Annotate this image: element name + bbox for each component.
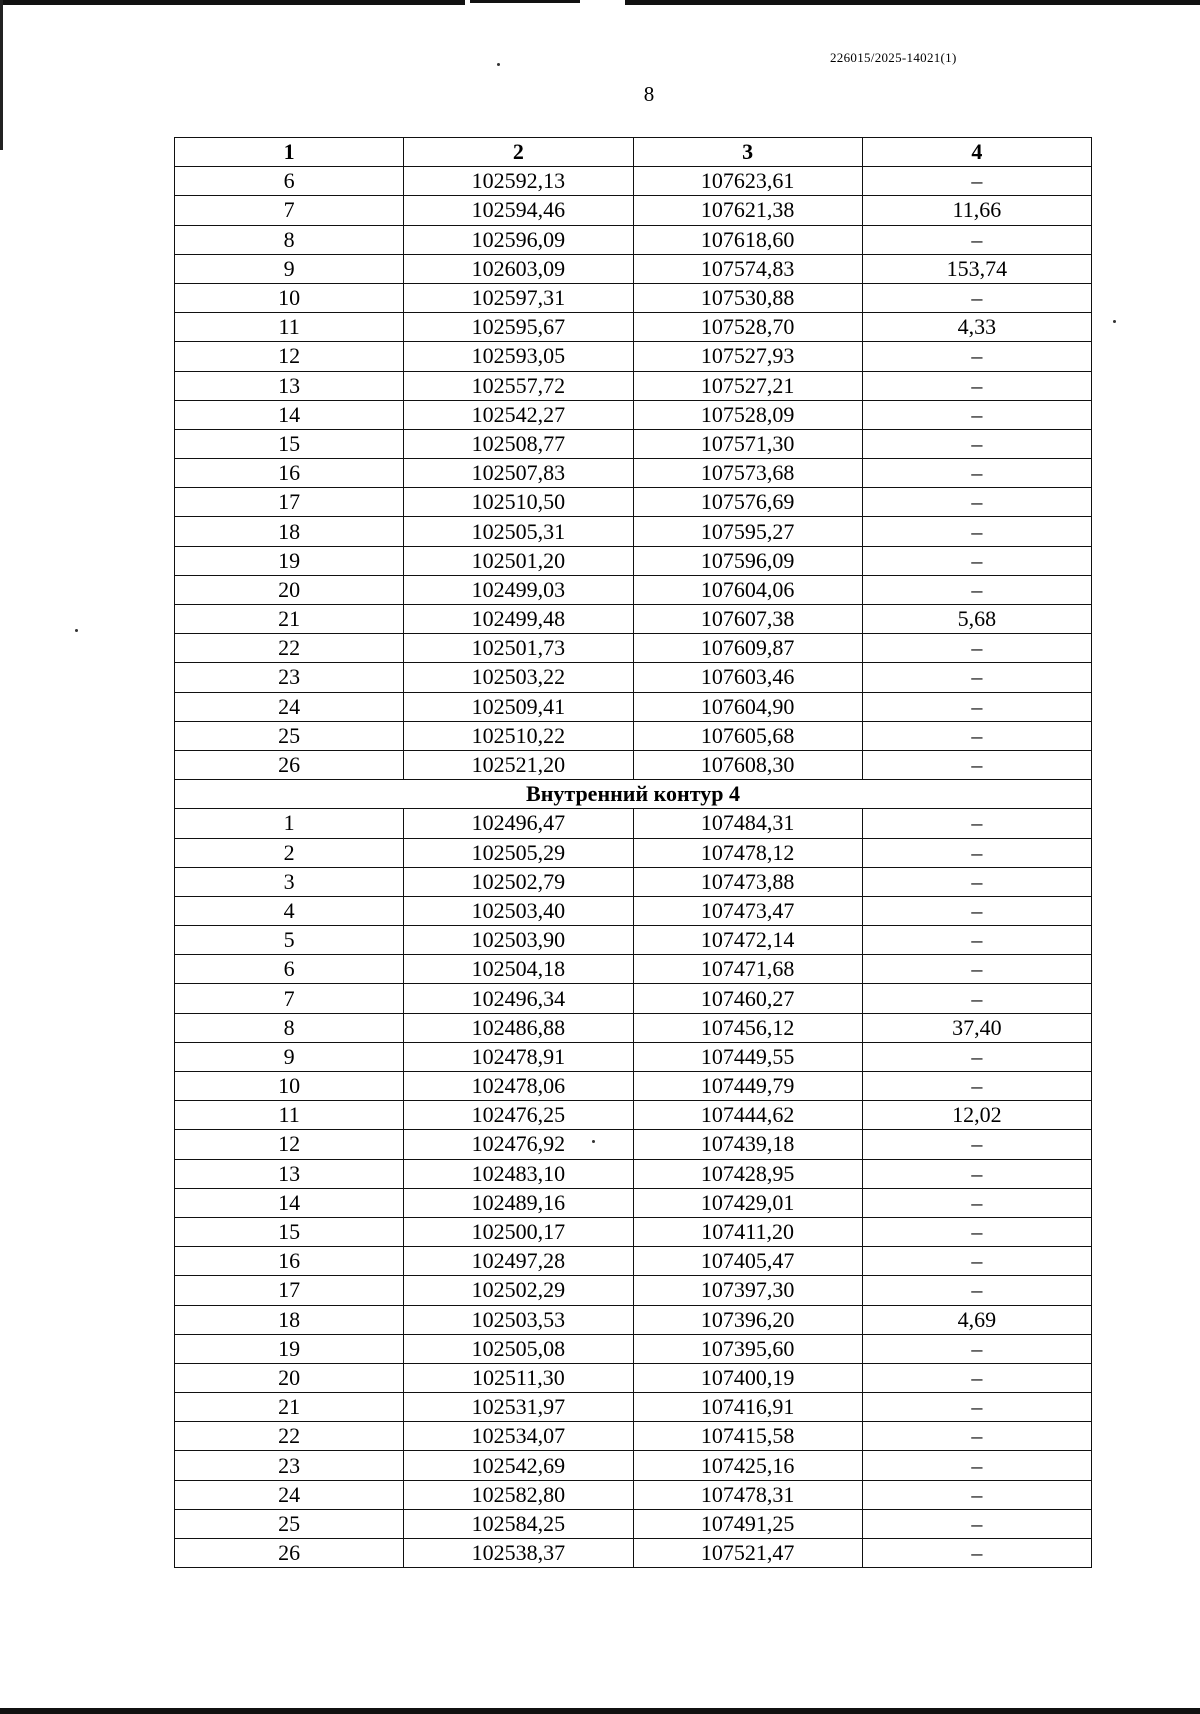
x-coordinate-cell: 102503,53 [404,1305,633,1334]
point-number-cell: 3 [175,867,404,896]
point-number-cell: 15 [175,429,404,458]
table-row [175,546,1092,575]
x-coordinate-cell: 102476,92 [404,1130,633,1159]
distance-cell: 12,02 [862,1101,1091,1130]
coordinates-table-container [174,137,1092,1568]
y-coordinate-cell: 107429,01 [633,1188,862,1217]
x-coordinate-cell: 102501,73 [404,634,633,663]
y-coordinate-cell: 107530,88 [633,283,862,312]
distance-cell: – [862,546,1091,575]
point-number-cell: 8 [175,225,404,254]
x-coordinate-cell: 102557,72 [404,371,633,400]
column-header: 1 [175,138,404,167]
y-coordinate-cell: 107604,90 [633,692,862,721]
point-number-cell: 21 [175,1393,404,1422]
distance-cell: – [862,809,1091,838]
point-number-cell: 20 [175,1363,404,1392]
distance-cell: – [862,867,1091,896]
distance-cell: 153,74 [862,254,1091,283]
distance-cell: 5,68 [862,605,1091,634]
x-coordinate-cell: 102594,46 [404,196,633,225]
x-coordinate-cell: 102505,31 [404,517,633,546]
x-coordinate-cell: 102496,34 [404,984,633,1013]
y-coordinate-cell: 107397,30 [633,1276,862,1305]
table-row [175,167,1092,196]
table-row [175,809,1092,838]
y-coordinate-cell: 107596,09 [633,546,862,575]
table-row [175,1451,1092,1480]
point-number-cell: 25 [175,721,404,750]
distance-cell: – [862,1509,1091,1538]
table-row [175,342,1092,371]
distance-cell: – [862,838,1091,867]
table-row [175,605,1092,634]
distance-cell: 4,33 [862,313,1091,342]
x-coordinate-cell: 102501,20 [404,546,633,575]
table-row [175,955,1092,984]
y-coordinate-cell: 107607,38 [633,605,862,634]
table-row [175,1276,1092,1305]
x-coordinate-cell: 102596,09 [404,225,633,254]
y-coordinate-cell: 107411,20 [633,1217,862,1246]
point-number-cell: 8 [175,1013,404,1042]
point-number-cell: 11 [175,313,404,342]
table-row [175,225,1092,254]
x-coordinate-cell: 102483,10 [404,1159,633,1188]
point-number-cell: 7 [175,984,404,1013]
distance-cell: – [862,1159,1091,1188]
table-row [175,1130,1092,1159]
x-coordinate-cell: 102499,03 [404,575,633,604]
y-coordinate-cell: 107473,88 [633,867,862,896]
y-coordinate-cell: 107478,12 [633,838,862,867]
distance-cell: 4,69 [862,1305,1091,1334]
x-coordinate-cell: 102489,16 [404,1188,633,1217]
point-number-cell: 12 [175,1130,404,1159]
x-coordinate-cell: 102593,05 [404,342,633,371]
point-number-cell: 25 [175,1509,404,1538]
x-coordinate-cell: 102500,17 [404,1217,633,1246]
distance-cell: – [862,459,1091,488]
column-header: 2 [404,138,633,167]
table-row [175,1013,1092,1042]
y-coordinate-cell: 107449,79 [633,1072,862,1101]
y-coordinate-cell: 107623,61 [633,167,862,196]
point-number-cell: 18 [175,517,404,546]
y-coordinate-cell: 107444,62 [633,1101,862,1130]
point-number-cell: 13 [175,371,404,400]
x-coordinate-cell: 102592,13 [404,167,633,196]
scan-mark [0,0,465,5]
distance-cell: – [862,400,1091,429]
y-coordinate-cell: 107574,83 [633,254,862,283]
y-coordinate-cell: 107439,18 [633,1130,862,1159]
y-coordinate-cell: 107528,09 [633,400,862,429]
table-row [175,371,1092,400]
y-coordinate-cell: 107609,87 [633,634,862,663]
coordinates-table [174,137,1092,1568]
table-row [175,1217,1092,1246]
distance-cell: – [862,984,1091,1013]
x-coordinate-cell: 102497,28 [404,1247,633,1276]
scan-speck [1113,320,1116,323]
x-coordinate-cell: 102503,22 [404,663,633,692]
y-coordinate-cell: 107471,68 [633,955,862,984]
table-row [175,1509,1092,1538]
y-coordinate-cell: 107621,38 [633,196,862,225]
point-number-cell: 16 [175,1247,404,1276]
scan-mark [470,0,580,3]
distance-cell: – [862,1480,1091,1509]
table-row [175,1393,1092,1422]
point-number-cell: 15 [175,1217,404,1246]
x-coordinate-cell: 102597,31 [404,283,633,312]
y-coordinate-cell: 107428,95 [633,1159,862,1188]
y-coordinate-cell: 107395,60 [633,1334,862,1363]
point-number-cell: 10 [175,283,404,312]
point-number-cell: 6 [175,955,404,984]
x-coordinate-cell: 102499,48 [404,605,633,634]
point-number-cell: 14 [175,400,404,429]
table-row [175,838,1092,867]
distance-cell: – [862,517,1091,546]
point-number-cell: 26 [175,1539,404,1568]
distance-cell: – [862,1217,1091,1246]
x-coordinate-cell: 102503,90 [404,926,633,955]
point-number-cell: 22 [175,634,404,663]
table-row [175,634,1092,663]
x-coordinate-cell: 102502,29 [404,1276,633,1305]
distance-cell: – [862,663,1091,692]
table-row [175,663,1092,692]
table-row [175,1363,1092,1392]
point-number-cell: 22 [175,1422,404,1451]
distance-cell: – [862,1539,1091,1568]
column-header: 3 [633,138,862,167]
point-number-cell: 13 [175,1159,404,1188]
x-coordinate-cell: 102511,30 [404,1363,633,1392]
table-row [175,1539,1092,1568]
x-coordinate-cell: 102534,07 [404,1422,633,1451]
point-number-cell: 23 [175,663,404,692]
x-coordinate-cell: 102505,29 [404,838,633,867]
point-number-cell: 6 [175,167,404,196]
point-number-cell: 18 [175,1305,404,1334]
y-coordinate-cell: 107573,68 [633,459,862,488]
point-number-cell: 24 [175,692,404,721]
distance-cell: – [862,1072,1091,1101]
table-row [175,1101,1092,1130]
point-number-cell: 19 [175,1334,404,1363]
table-row [175,1072,1092,1101]
distance-cell: – [862,926,1091,955]
document-number: 226015/2025-14021(1) [830,50,957,65]
table-row [175,1247,1092,1276]
y-coordinate-cell: 107608,30 [633,750,862,779]
table-row [175,721,1092,750]
distance-cell: – [862,575,1091,604]
y-coordinate-cell: 107472,14 [633,926,862,955]
x-coordinate-cell: 102509,41 [404,692,633,721]
distance-cell: – [862,429,1091,458]
x-coordinate-cell: 102507,83 [404,459,633,488]
y-coordinate-cell: 107605,68 [633,721,862,750]
y-coordinate-cell: 107527,93 [633,342,862,371]
y-coordinate-cell: 107595,27 [633,517,862,546]
y-coordinate-cell: 107528,70 [633,313,862,342]
distance-cell: – [862,1363,1091,1392]
x-coordinate-cell: 102538,37 [404,1539,633,1568]
distance-cell: – [862,488,1091,517]
x-coordinate-cell: 102584,25 [404,1509,633,1538]
y-coordinate-cell: 107618,60 [633,225,862,254]
y-coordinate-cell: 107405,47 [633,1247,862,1276]
table-body [175,167,1092,1568]
x-coordinate-cell: 102508,77 [404,429,633,458]
point-number-cell: 19 [175,546,404,575]
y-coordinate-cell: 107478,31 [633,1480,862,1509]
x-coordinate-cell: 102531,97 [404,1393,633,1422]
distance-cell: – [862,692,1091,721]
x-coordinate-cell: 102603,09 [404,254,633,283]
distance-cell: – [862,1130,1091,1159]
distance-cell: 37,40 [862,1013,1091,1042]
point-number-cell: 5 [175,926,404,955]
point-number-cell: 12 [175,342,404,371]
distance-cell: – [862,342,1091,371]
point-number-cell: 9 [175,1042,404,1071]
point-number-cell: 2 [175,838,404,867]
y-coordinate-cell: 107396,20 [633,1305,862,1334]
y-coordinate-cell: 107491,25 [633,1509,862,1538]
table-header-row [175,138,1092,167]
point-number-cell: 17 [175,1276,404,1305]
section-row [175,780,1092,809]
distance-cell: – [862,1422,1091,1451]
y-coordinate-cell: 107527,21 [633,371,862,400]
table-row [175,429,1092,458]
table-row [175,1480,1092,1509]
distance-cell: – [862,1042,1091,1071]
distance-cell: – [862,225,1091,254]
x-coordinate-cell: 102542,69 [404,1451,633,1480]
x-coordinate-cell: 102504,18 [404,955,633,984]
point-number-cell: 23 [175,1451,404,1480]
distance-cell: – [862,167,1091,196]
table-row [175,1422,1092,1451]
table-row [175,488,1092,517]
table-row [175,1042,1092,1071]
point-number-cell: 26 [175,750,404,779]
x-coordinate-cell: 102595,67 [404,313,633,342]
table-row [175,1334,1092,1363]
table-row [175,1159,1092,1188]
table-row [175,517,1092,546]
y-coordinate-cell: 107456,12 [633,1013,862,1042]
scan-mark [625,0,1200,5]
scan-edge-top [0,0,1200,6]
distance-cell: – [862,896,1091,925]
table-row [175,283,1092,312]
column-header: 4 [862,138,1091,167]
distance-cell: – [862,1334,1091,1363]
table-row [175,926,1092,955]
table-row [175,459,1092,488]
x-coordinate-cell: 102476,25 [404,1101,633,1130]
section-title: Внутренний контур 4 [175,780,1092,809]
y-coordinate-cell: 107473,47 [633,896,862,925]
distance-cell: – [862,1276,1091,1305]
distance-cell: – [862,750,1091,779]
table-row [175,1305,1092,1334]
x-coordinate-cell: 102502,79 [404,867,633,896]
x-coordinate-cell: 102521,20 [404,750,633,779]
point-number-cell: 11 [175,1101,404,1130]
x-coordinate-cell: 102510,22 [404,721,633,750]
table-row [175,575,1092,604]
x-coordinate-cell: 102510,50 [404,488,633,517]
x-coordinate-cell: 102542,27 [404,400,633,429]
y-coordinate-cell: 107521,47 [633,1539,862,1568]
x-coordinate-cell: 102486,88 [404,1013,633,1042]
distance-cell: – [862,955,1091,984]
scan-speck [75,629,78,632]
y-coordinate-cell: 107576,69 [633,488,862,517]
point-number-cell: 20 [175,575,404,604]
table-row [175,896,1092,925]
x-coordinate-cell: 102478,91 [404,1042,633,1071]
point-number-cell: 9 [175,254,404,283]
scan-speck [497,63,500,66]
y-coordinate-cell: 107603,46 [633,663,862,692]
distance-cell: – [862,634,1091,663]
table-row [175,313,1092,342]
point-number-cell: 21 [175,605,404,634]
point-number-cell: 4 [175,896,404,925]
table-row [175,196,1092,225]
distance-cell: – [862,721,1091,750]
table-row [175,867,1092,896]
y-coordinate-cell: 107604,06 [633,575,862,604]
point-number-cell: 16 [175,459,404,488]
point-number-cell: 10 [175,1072,404,1101]
y-coordinate-cell: 107484,31 [633,809,862,838]
distance-cell: – [862,1247,1091,1276]
point-number-cell: 1 [175,809,404,838]
table-row [175,400,1092,429]
table-row [175,750,1092,779]
y-coordinate-cell: 107571,30 [633,429,862,458]
y-coordinate-cell: 107400,19 [633,1363,862,1392]
x-coordinate-cell: 102582,80 [404,1480,633,1509]
point-number-cell: 24 [175,1480,404,1509]
y-coordinate-cell: 107415,58 [633,1422,862,1451]
page-number: 8 [643,82,655,106]
y-coordinate-cell: 107449,55 [633,1042,862,1071]
x-coordinate-cell: 102496,47 [404,809,633,838]
x-coordinate-cell: 102478,06 [404,1072,633,1101]
distance-cell: – [862,1393,1091,1422]
point-number-cell: 14 [175,1188,404,1217]
table-row [175,692,1092,721]
distance-cell: 11,66 [862,196,1091,225]
distance-cell: – [862,1188,1091,1217]
x-coordinate-cell: 102503,40 [404,896,633,925]
distance-cell: – [862,283,1091,312]
distance-cell: – [862,1451,1091,1480]
table-row [175,1188,1092,1217]
table-row [175,254,1092,283]
point-number-cell: 17 [175,488,404,517]
y-coordinate-cell: 107416,91 [633,1393,862,1422]
point-number-cell: 7 [175,196,404,225]
y-coordinate-cell: 107460,27 [633,984,862,1013]
y-coordinate-cell: 107425,16 [633,1451,862,1480]
x-coordinate-cell: 102505,08 [404,1334,633,1363]
scan-edge-bottom [0,1708,1200,1714]
distance-cell: – [862,371,1091,400]
scan-edge-left [0,0,3,150]
table-row [175,984,1092,1013]
